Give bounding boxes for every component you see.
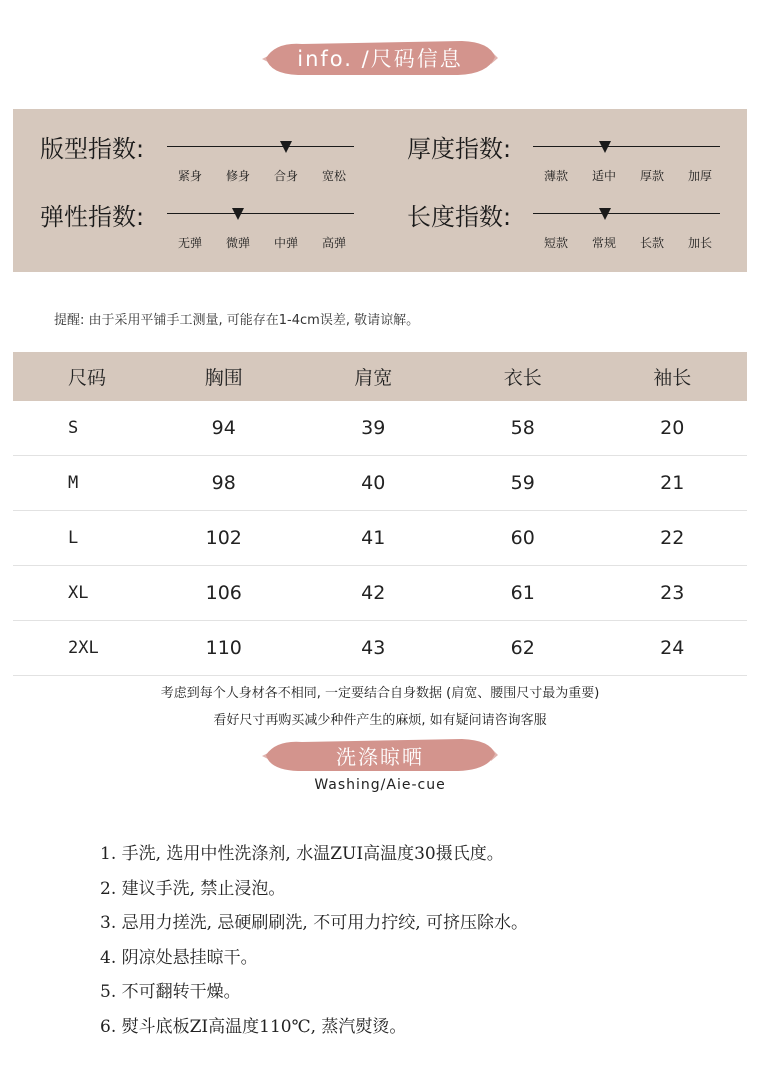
fit-index-marker-icon bbox=[280, 141, 292, 153]
table-cell: 58 bbox=[448, 401, 598, 456]
list-item: 2. 建议手洗, 禁止浸泡。 bbox=[100, 878, 286, 899]
table-cell: 98 bbox=[149, 456, 299, 511]
length-label: 加长 bbox=[688, 236, 713, 250]
thickness-label: 薄款 bbox=[544, 169, 569, 183]
fit-label: 宽松 bbox=[322, 169, 347, 183]
table-header: 肩宽 bbox=[299, 352, 449, 401]
elasticity-index-scale bbox=[167, 213, 354, 214]
length-label: 短款 bbox=[544, 236, 569, 250]
elasticity-label: 中弹 bbox=[274, 236, 299, 250]
table-cell: 2XL bbox=[13, 621, 149, 676]
index-panel bbox=[13, 109, 747, 272]
thickness-label: 适中 bbox=[592, 169, 617, 183]
washing-banner bbox=[262, 737, 498, 773]
table-cell: XL bbox=[13, 566, 149, 621]
table-cell: 23 bbox=[598, 566, 748, 621]
table-cell: 21 bbox=[598, 456, 748, 511]
fit-label: 紧身 bbox=[178, 169, 203, 183]
elasticity-label: 高弹 bbox=[322, 236, 347, 250]
table-cell: S bbox=[13, 401, 149, 456]
thickness-index-scale bbox=[533, 146, 720, 147]
table-header-row bbox=[13, 352, 747, 401]
length-index-title: 长度指数: bbox=[407, 203, 512, 231]
length-index-scale bbox=[533, 213, 720, 214]
table-cell: 61 bbox=[448, 566, 598, 621]
care-instructions-list bbox=[100, 840, 528, 1047]
table-cell: 39 bbox=[299, 401, 449, 456]
table-cell: 24 bbox=[598, 621, 748, 676]
list-item: 5. 不可翻转干燥。 bbox=[100, 982, 241, 1002]
table-cell: 94 bbox=[149, 401, 299, 456]
thickness-index-title: 厚度指数: bbox=[407, 135, 512, 163]
table-cell: 106 bbox=[149, 566, 299, 621]
thickness-index-marker-icon bbox=[599, 141, 611, 153]
thickness-index-labels bbox=[544, 167, 736, 184]
table-header: 尺码 bbox=[13, 352, 149, 401]
table-cell: 43 bbox=[299, 621, 449, 676]
table-row bbox=[13, 566, 747, 621]
size-tip-line: 考虑到每个人身材各不相同, 一定要结合自身数据 (肩宽、腰围尺寸最为重要) bbox=[160, 686, 600, 701]
table-cell: 20 bbox=[598, 401, 748, 456]
fit-label: 修身 bbox=[226, 169, 251, 183]
size-table bbox=[13, 352, 747, 676]
elasticity-label: 微弹 bbox=[226, 236, 251, 250]
list-item: 6. 熨斗底板ZI高温度110℃, 蒸汽熨烫。 bbox=[100, 1016, 407, 1037]
table-row bbox=[13, 456, 747, 511]
fit-index-scale bbox=[167, 146, 354, 147]
elasticity-index-marker-icon bbox=[232, 208, 244, 220]
length-index-labels bbox=[544, 234, 736, 251]
table-cell: L bbox=[13, 511, 149, 566]
thickness-label: 加厚 bbox=[688, 169, 713, 183]
table-cell: 62 bbox=[448, 621, 598, 676]
elasticity-label: 无弹 bbox=[178, 236, 203, 250]
fit-index-labels bbox=[178, 167, 370, 184]
fit-index-title: 版型指数: bbox=[40, 135, 145, 163]
table-cell: 41 bbox=[299, 511, 449, 566]
info-banner bbox=[262, 38, 498, 78]
table-cell: 42 bbox=[299, 566, 449, 621]
fit-label: 合身 bbox=[274, 169, 299, 183]
table-row bbox=[13, 401, 747, 456]
table-cell: 22 bbox=[598, 511, 748, 566]
table-row bbox=[13, 621, 747, 676]
table-header: 袖长 bbox=[598, 352, 748, 401]
thickness-label: 厚款 bbox=[640, 169, 665, 183]
table-cell: 40 bbox=[299, 456, 449, 511]
table-cell: 59 bbox=[448, 456, 598, 511]
table-row bbox=[13, 511, 747, 566]
table-cell: 60 bbox=[448, 511, 598, 566]
elasticity-index-title: 弹性指数: bbox=[40, 203, 145, 231]
page-title: info. /尺码信息 bbox=[297, 47, 463, 71]
length-index-marker-icon bbox=[599, 208, 611, 220]
length-label: 常规 bbox=[592, 236, 617, 250]
washing-subtitle: Washing/Aie-cue bbox=[314, 777, 446, 793]
table-header: 衣长 bbox=[448, 352, 598, 401]
list-item: 3. 忌用力搓洗, 忌硬刷刷洗, 不可用力拧绞, 可挤压除水。 bbox=[100, 913, 529, 933]
elasticity-index-labels bbox=[178, 234, 370, 251]
washing-title: 洗涤晾晒 bbox=[336, 744, 424, 769]
length-label: 长款 bbox=[640, 236, 665, 250]
list-item: 4. 阴凉处悬挂晾干。 bbox=[100, 947, 258, 968]
table-cell: 110 bbox=[149, 621, 299, 676]
list-item: 1. 手洗, 选用中性洗涤剂, 水温ZUI高温度30摄氏度。 bbox=[100, 844, 504, 864]
table-cell: M bbox=[13, 456, 149, 511]
measurement-note: 提醒: 由于采用平铺手工测量, 可能存在1-4cm误差, 敬请谅解。 bbox=[54, 313, 420, 328]
table-header: 胸围 bbox=[149, 352, 299, 401]
size-tip-line: 看好尺寸再购买减少种件产生的麻烦, 如有疑问请咨询客服 bbox=[213, 713, 547, 728]
table-cell: 102 bbox=[149, 511, 299, 566]
